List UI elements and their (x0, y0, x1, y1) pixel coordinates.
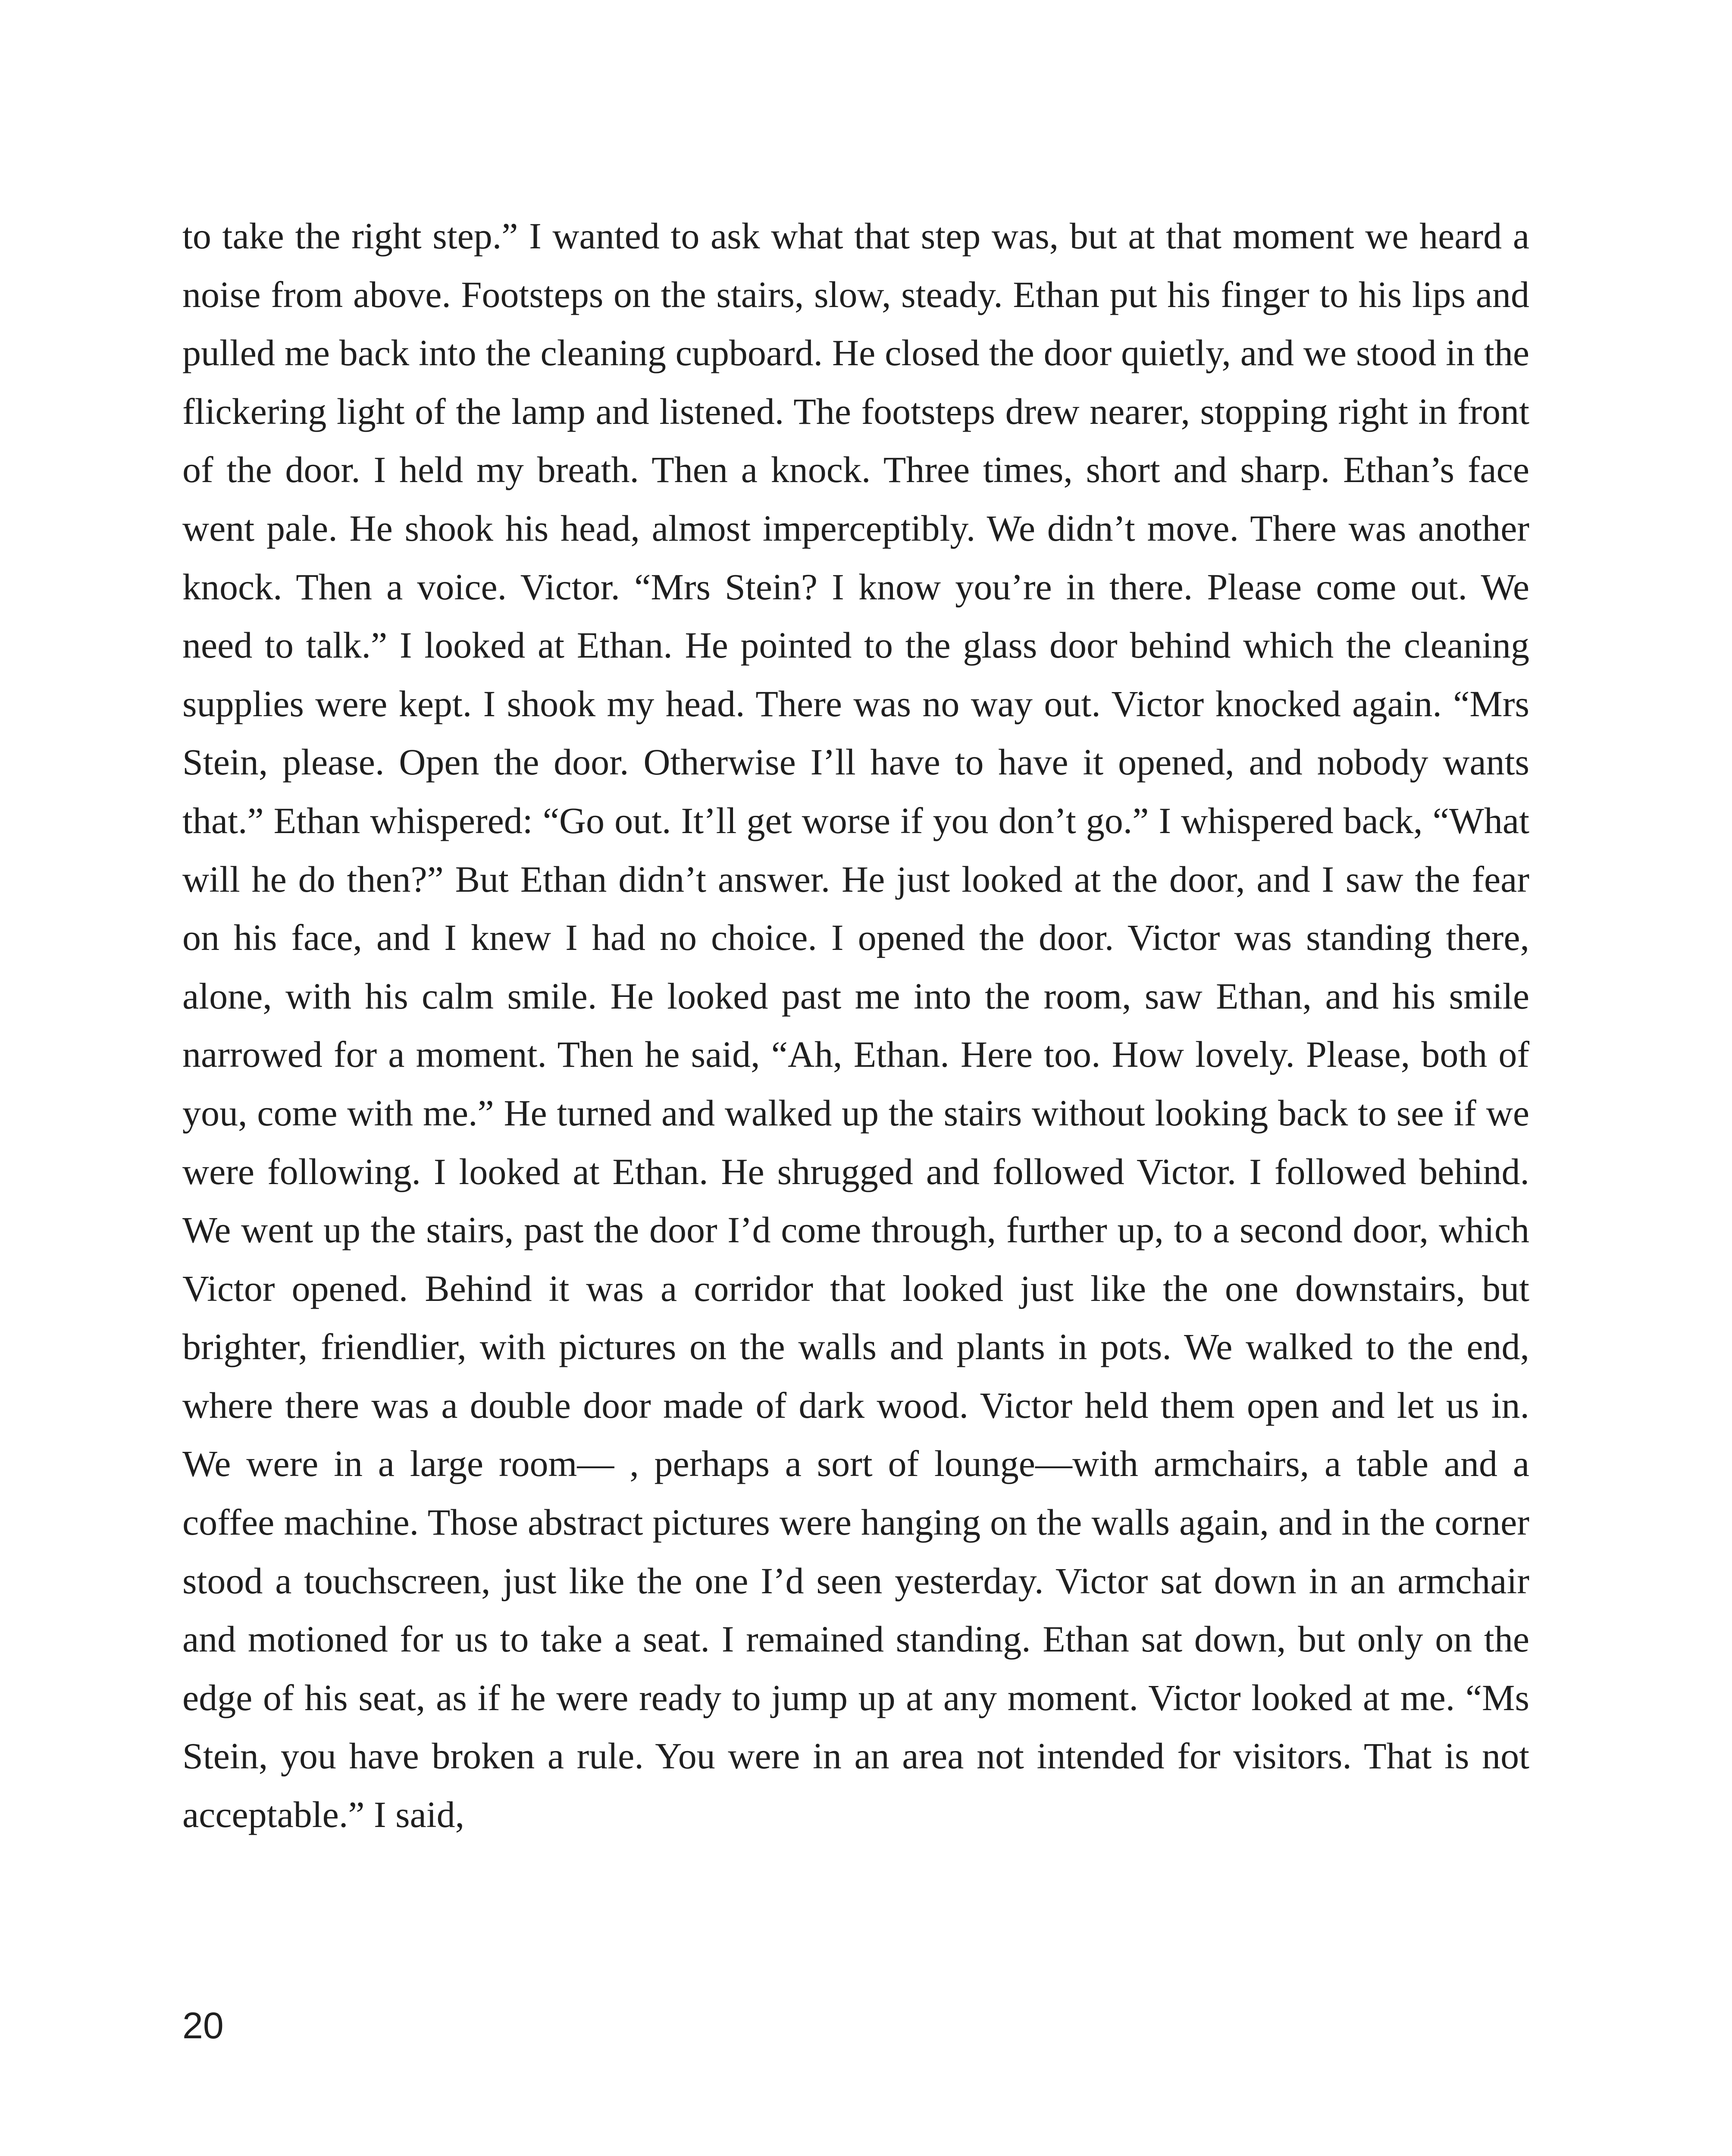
page-number: 20 (182, 2005, 224, 2046)
body-paragraph: to take the right step.” I wanted to ask what that step was, but at that moment we heard a noise from above. Footsteps on the stairs, slow, steady. Ethan put his finger to his lips and pulled me back into the cleaning cupboard. He closed the door quietly, and we stood in the flickering light of the lamp and listened. The footsteps drew nearer, stopping right in front of the door. I held my breath. Then a knock. Three times, short and sharp. Ethan’s face went pale. He shook his head, almost imperceptibly. We didn’t move. There was another knock. Then a voice. Victor. “Mrs Stein? I know you’re in there. Please come out. We need to talk.” I looked at Ethan. He pointed to the glass door behind which the cleaning supplies were kept. I shook my head. There was no way out. Victor knocked again. “Mrs Stein, please. Open the door. Otherwise I’ll have to have it opened, and nobody wants that.” Ethan whispered: “Go out. It’ll get worse if you don’t go.” I whispered back, “What will he do then?” But Ethan didn’t answer. He just looked at the door, and I saw the fear on his face, and I knew I had no choice. I opened the door. Victor was standing there, alone, with his calm smile. He looked past me into the room, saw Ethan, and his smile narrowed for a moment. Then he said, “Ah, Ethan. Here too. How lovely. Please, both of you, come with me.” He turned and walked up the stairs without looking back to see if we were following. I looked at Ethan. He shrugged and followed Victor. I followed behind. We went up the stairs, past the door I’d come through, further up, to a second door, which Victor opened. Behind it was a corridor that looked just like the one downstairs, but brighter, friendlier, with pictures on the walls and plants in pots. We walked to the end, where there was a double door made of dark wood. Victor held them open and let us in. We were in a large room— , perhaps a sort of lounge—with armchairs, a table and a coffee machine. Those abstract pictures were hanging on the walls again, and in the corner stood a touchscreen, just like the one I’d seen yesterday. Victor sat down in an armchair and motioned for us to take a seat. I remained standing. Ethan sat down, but only on the edge of his seat, as if he were ready to jump up at any moment. Victor looked at me. “Ms Stein, you have broken a rule. You were in an area not intended for visitors. That is not acceptable.” I said, (182, 215, 1529, 1836)
